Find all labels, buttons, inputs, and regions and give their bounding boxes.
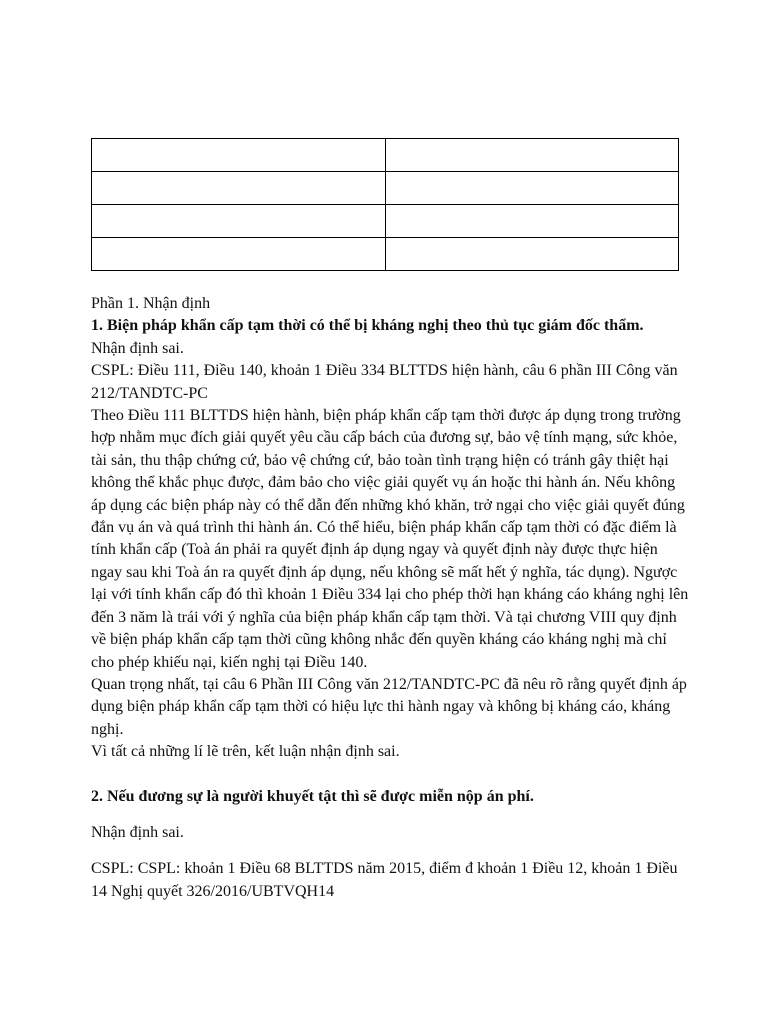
table-cell [386,205,679,238]
table-cell [92,172,386,205]
question-1-verdict: Nhận định sai. [91,339,184,357]
table-cell [386,139,679,172]
question-1-conclusion: Vì tất cả những lí lẽ trên, kết luận nhận định sai. [91,743,400,761]
document-body [91,293,691,903]
table-cell [386,238,679,271]
question-1-title: 1. Biện pháp khẩn cấp tạm thời có thể bị kháng nghị theo thủ tục giám đốc thẩm. [91,317,644,335]
question-1-paragraph-1: Theo Điều 111 BLTTDS hiện hành, biện pháp khẩn cấp tạm thời được áp dụng trong trường hợp nhằm mục đích giải quyết yêu cầu cấp bách của đương sự, bảo vệ tính mạng, sức khỏe, tài sản, thu thập chứng cứ, bảo vệ chứng cứ, bảo toàn tình trạng hiện có tránh gây thiệt hại không thể khắc phục được, đảm bảo cho việc giải quyết vụ án hoặc thi hành án. Nếu không áp dụng các biện pháp này có thể dẫn đến những khó khăn, trở ngại cho việc giải quyết đúng đắn vụ án và quá trình thi hành án. Có thể hiểu, biện pháp khẩn cấp tạm thời có đặc điểm là tính khẩn cấp (Toà án phải ra quyết định áp dụng ngay và quyết định này được thực hiện ngay sau khi Toà án ra quyết định áp dụng, nếu không sẽ mất hết ý nghĩa, tác dụng). Ngược lại với tính khẩn cấp đó thì khoản 1 Điều 334 lại cho phép thời hạn kháng cáo kháng nghị lên đến 3 năm là trái với ý nghĩa của biện pháp khẩn cấp tạm thời. Và tại chương VIII quy định về biện pháp khẩn cấp tạm thời cũng không nhắc đến quyền kháng cáo kháng nghị mà chỉ cho phép khiếu nại, kiến nghị tại Điều 140. [91,407,689,671]
question-2-title: 2. Nếu đương sự là người khuyết tật thì sẽ được miễn nộp án phí. [91,787,534,805]
empty-table [91,138,679,271]
question-1-legal-basis: CSPL: Điều 111, Điều 140, khoản 1 Điều 334 BLTTDS hiện hành, câu 6 phần III Công văn 212/TANDTC-PC [91,362,678,402]
question-1-paragraph-2: Quan trọng nhất, tại câu 6 Phần III Công văn 212/TANDTC-PC đã nêu rõ rằng quyết định áp dụng biện pháp khẩn cấp tạm thời có hiệu lực thi hành ngay và không bị kháng cáo, kháng nghị. [91,675,687,738]
question-2-legal-basis: CSPL: CSPL: khoản 1 Điều 68 BLTTDS năm 2015, điểm đ khoản 1 Điều 12, khoản 1 Điều 14 Nghị quyết 326/2016/UBTVQH14 [91,860,678,900]
table-cell [386,172,679,205]
table-cell [92,205,386,238]
table-row [92,139,679,172]
question-2-verdict: Nhận định sai. [91,823,184,841]
table-row [92,205,679,238]
table-row [92,238,679,271]
section-heading: Phần 1. Nhận định [91,295,211,312]
table-cell [92,238,386,271]
table-cell [92,139,386,172]
table-row [92,172,679,205]
